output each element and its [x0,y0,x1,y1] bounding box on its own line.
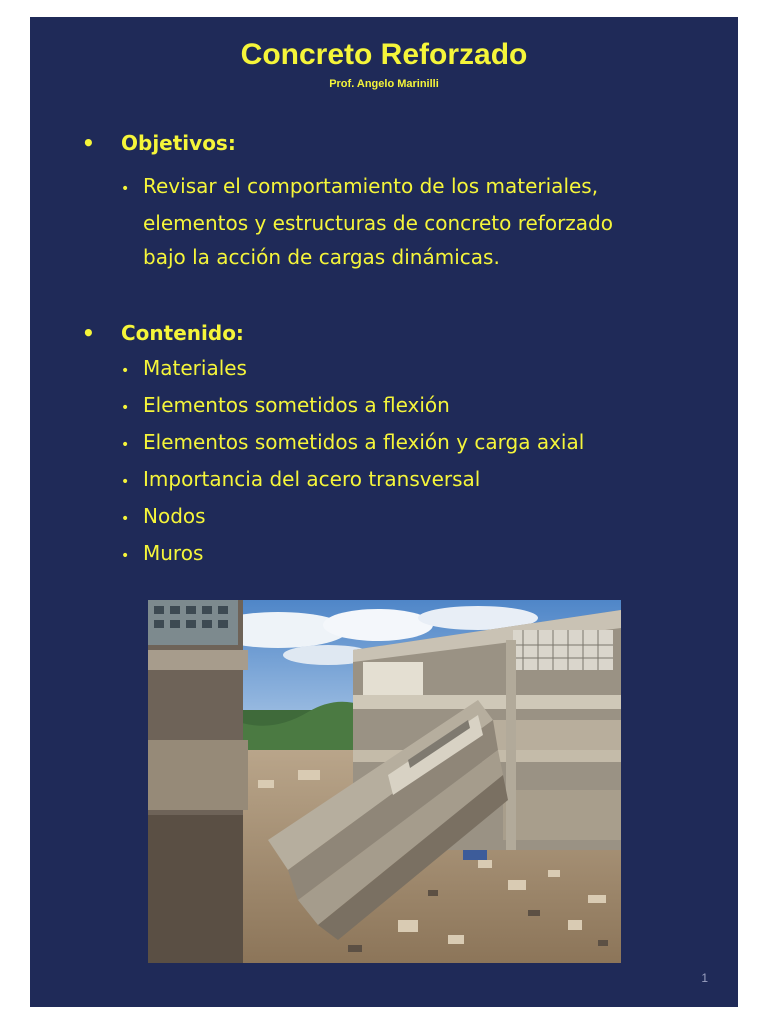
objetivos-text [121,169,721,274]
objetivos-heading-text: Objetivos: [121,131,236,155]
list-item: • Nodos [121,499,584,536]
contenido-list [121,351,584,573]
list-item: • Muros [121,536,584,573]
objetivos-heading [82,130,236,156]
list-item: • Elementos sometidos a flexión y carga axial [121,425,584,462]
list-item: • Elementos sometidos a flexión [121,388,584,425]
objetivos-line: elementos y estructuras de concreto reforzado [143,211,613,235]
slide-title: Concreto Reforzado [240,38,528,71]
slide [30,17,738,1007]
list-item: • Importancia del acero transversal [121,462,584,499]
slide-subtitle: Prof. Angelo Marinilli [329,78,439,90]
objetivos-line: • Revisar el comportamiento de los materiales, [121,169,721,206]
sub-bullet-icon: • [121,437,130,453]
sub-bullet-icon: • [121,181,130,197]
sub-bullet-icon: • [121,548,130,564]
sub-bullet-icon: • [121,474,130,490]
bullet-icon: • [82,321,95,345]
objetivos-line: bajo la acción de cargas dinámicas. [143,245,500,269]
sub-bullet-icon: • [121,511,130,527]
collapsed-building-photo [148,600,621,963]
sub-bullet-icon: • [121,363,130,379]
contenido-heading-text: Contenido: [121,321,244,345]
page-number: 1 [701,971,708,985]
contenido-heading [82,320,244,346]
collapsed-building-illustration [148,600,621,963]
list-item: • Materiales [121,351,584,388]
sub-bullet-icon: • [121,400,130,416]
bullet-icon: • [82,131,95,155]
